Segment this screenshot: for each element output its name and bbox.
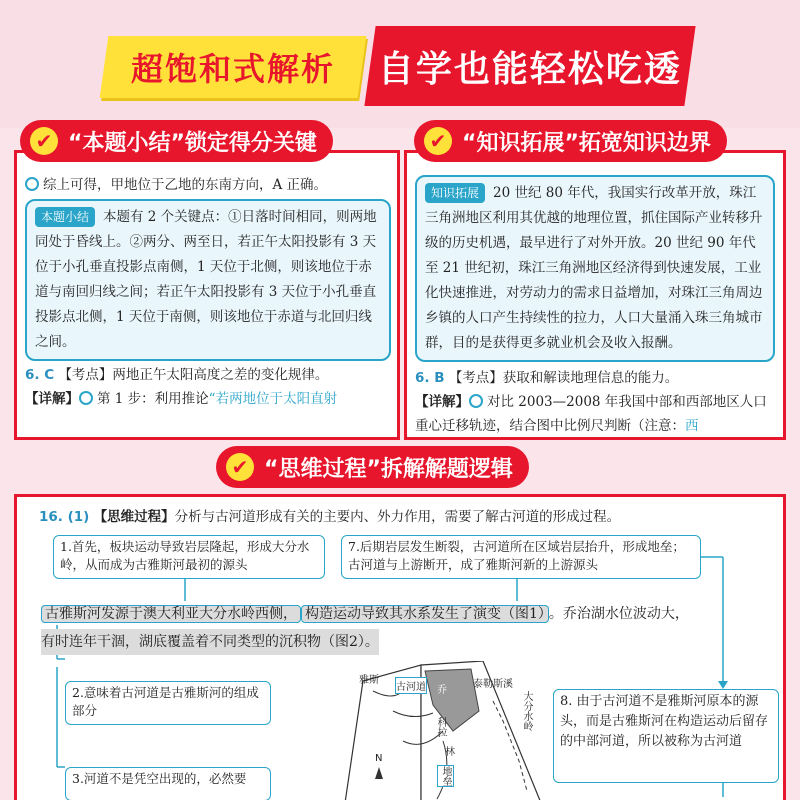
knowledge-box — [415, 175, 775, 362]
check-icon: ✔ — [424, 127, 452, 155]
pill-thinking: ✔ “思维过程”拆解解题逻辑 — [216, 446, 529, 488]
map-label-taile: 泰勒斯溪 — [473, 679, 513, 690]
map-label-dafen: 大分水岭 — [521, 691, 532, 731]
detail-line: 【详解】 第 1 步：利用推论“若两地位于太阳直射 — [25, 391, 338, 407]
summary-text: 本题有 2 个关键点：①日落时间相同，则两地同处于昏线上。②两分、两至日，若正午太阳投影有 3 天位于小孔垂直投影点南侧，1 天位于北侧，则该地位于赤道与南回归线之间；若正午太阳投影有 3 天位于小孔垂直投影点北侧，1 天位于南侧，则该地位于赤道与北回归线之间。 — [35, 209, 377, 350]
stem-line-2: 有时连年干涸，湖底覆盖着不同类型的沉积物（图2）。 — [41, 629, 379, 655]
lightbulb-icon — [25, 177, 39, 191]
highlight-1: 古雅斯河发源于澳大利亚大分水岭西侧， — [41, 605, 301, 623]
flow-box-7: 7.后期岩层发生断裂，古河道所在区域岩层抬升，形成地垒；古河道与上游断开，成了雅斯河新的上游源头 — [341, 535, 701, 579]
highlight-2: 构造运动导致其水系发生了演变（图1） — [301, 605, 549, 623]
map-label-yasi: 雅斯 — [359, 675, 379, 686]
map-label-dilei: 地垒 — [437, 765, 454, 787]
q6-text: 【考点】两地正午太阳高度之差的变化规律。 — [58, 367, 329, 383]
flow-box-2: 2.意味着古河道是古雅斯河的组成部分 — [65, 681, 271, 725]
check-icon: ✔ — [30, 127, 58, 155]
knowledge-tag: 知识拓展 — [425, 183, 485, 203]
map-label-guhedao: 古河道 — [395, 677, 427, 694]
pill-knowledge: ✔ “知识拓展”拓宽知识边界 — [414, 120, 727, 162]
q6b-line — [415, 366, 775, 390]
map-label-kela: 科拉 — [435, 717, 446, 737]
banner-yellow-label: 超饱和式解析 — [130, 50, 335, 88]
q16-line: 16. (1) 【思维过程】分析与古河道形成有关的主要内、外力作用，需要了解古河道的形成过程。 — [39, 509, 621, 525]
banner-tag-yellow — [100, 36, 367, 98]
flow-box-1: 1.首先，板块运动导致岩层隆起，形成大分水岭，从而成为古雅斯河最初的源头 — [53, 535, 325, 579]
summary-box — [25, 199, 391, 361]
knowledge-panel — [404, 150, 786, 440]
top-banner — [0, 0, 800, 128]
flow-box-3: 3.河道不是凭空出现的，必然要 — [65, 767, 271, 800]
summary-panel — [14, 150, 400, 440]
lightbulb-icon — [79, 391, 93, 405]
stem-line-1: 古雅斯河发源于澳大利亚大分水岭西侧， 构造运动导致其水系发生了演变（图1） 。乔治湖水位波动大， — [41, 601, 689, 627]
flow-box-8: 8. 由于古河道不是雅斯河原本的源头，而是古雅斯河在构造运动后留存的中部河道，所以被称为古河道 — [553, 689, 779, 783]
q6-line — [25, 363, 391, 387]
thinking-panel — [14, 494, 786, 800]
q6b-text: 【考点】获取和解读地理信息的能力。 — [448, 370, 679, 386]
map-label-lin: 林 — [445, 747, 455, 758]
q6b-number: 6. B — [415, 370, 445, 386]
map-label-qiao: 乔 — [437, 685, 447, 696]
intro-line: 综上可得，甲地位于乙地的东南方向，A 正确。 — [25, 173, 391, 197]
knowledge-text: 20 世纪 80 年代，我国实行改革开放，珠江三角洲地区利用其优越的地理位置，抓住国际产业转移升级的历史机遇，最早进行了对外开放。20 世纪 90 年代至 21 世纪初，珠江三角洲地区经济得到快速发展，工业化快速推进，对劳动力的需求日益增加，对珠江三角周边乡镇的人口产生持续性的拉力，人口大量涌入珠三角城市群，目的是获得更多就业机会及收入报酬。 — [425, 185, 763, 351]
banner-red-label: 自学也能轻松吃透 — [377, 48, 682, 90]
q6-number: 6. C — [25, 367, 55, 383]
map-figure — [333, 661, 541, 800]
check-icon: ✔ — [226, 453, 254, 481]
lightbulb-icon — [469, 394, 483, 408]
detail-b-line: 【详解】 对比 2003—2008 年我国中部和西部地区人口重心迁移轨迹，结合图中比例尺判断（注意：西 — [415, 394, 767, 434]
north-arrow-label: N — [375, 753, 383, 764]
banner-tag-red — [364, 26, 695, 106]
summary-tag: 本题小结 — [35, 207, 95, 227]
pill-summary: ✔ “本题小结”锁定得分关键 — [20, 120, 333, 162]
